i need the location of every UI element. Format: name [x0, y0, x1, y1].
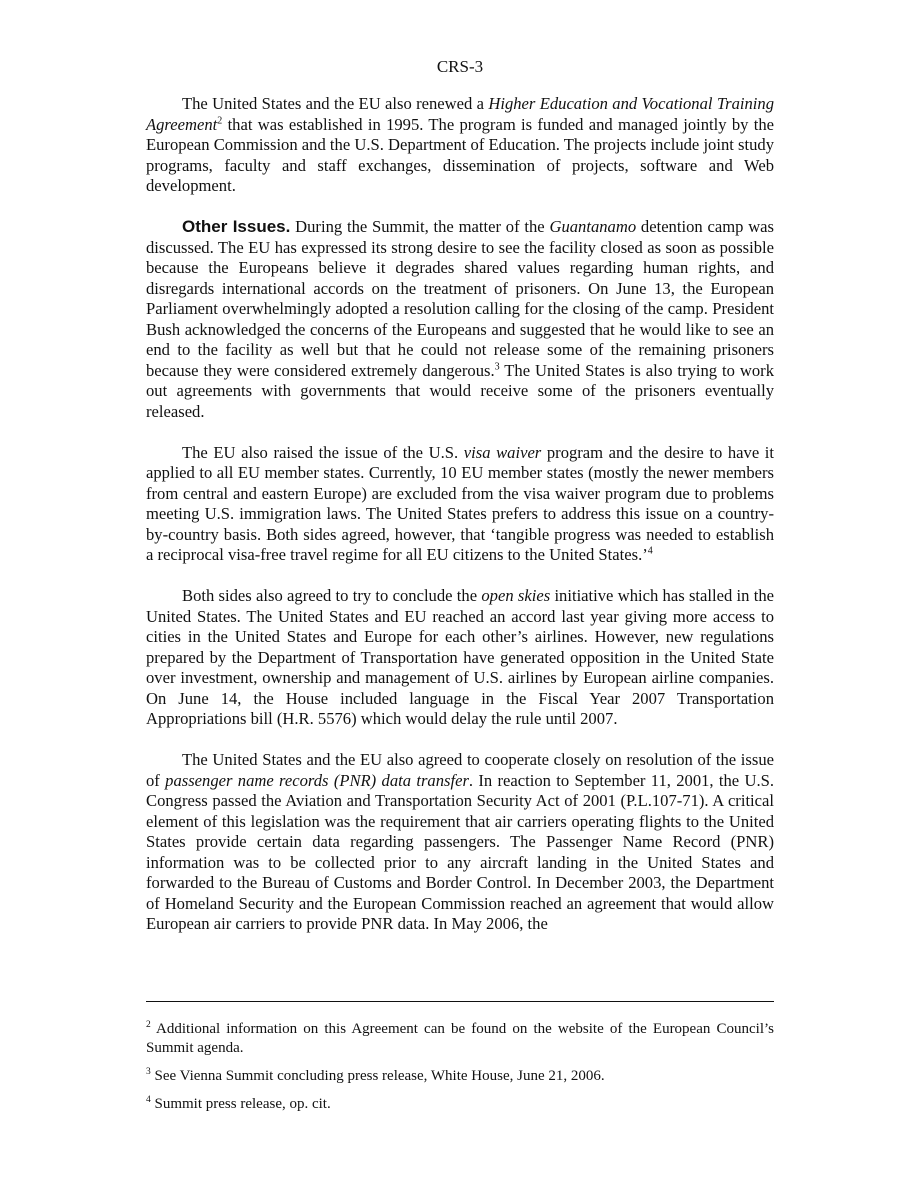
section-heading-other-issues: Other Issues.	[182, 217, 291, 236]
paragraph-text: The United States is also trying to work out agreements with governments that would receive some of the prisoners eventually released.	[146, 360, 774, 421]
footnote-3	[146, 1067, 774, 1086]
paragraph-text: Both sides also agreed to try to conclude the	[182, 586, 482, 605]
footnote-separator	[146, 1001, 774, 1002]
paragraph-visa-waiver	[146, 443, 774, 566]
footnote-text: See Vienna Summit concluding press release, White House, June 21, 2006.	[150, 1068, 605, 1084]
page-number-header: CRS-3	[436, 57, 484, 76]
paragraph-open-skies	[146, 586, 774, 730]
paragraph-text: During the Summit, the matter of the	[290, 217, 550, 236]
paragraph-pnr	[146, 750, 774, 935]
paragraph-text: detention camp was discussed. The EU has expressed its strong desire to see the facility closed as soon as possible because the Europeans believe it degrades shared values regarding human rights, and disregards international accords on the treatment of prisoners. On June 13, the European Parliament overwhelmingly adopted a resolution calling for the closing of the camp. President Bush acknowledged the concerns of the Europeans and suggested that he would like to see an end to the facility as well but that he could not release some of the remaining prisoners because they were considered extremely dangerous.	[146, 217, 774, 380]
footnote-text: Summit press release, op. cit.	[150, 1096, 331, 1112]
footnote-2	[146, 1020, 774, 1058]
footnote-ref-4[interactable]: 4	[647, 545, 653, 557]
emphasis-agreement-title: Higher Education and Vocational Training Agreement	[146, 94, 775, 134]
footnote-text: Additional information on this Agreement can be found on the website of the European Council’s Summit agenda.	[146, 1021, 774, 1056]
footnote-number: 4	[146, 1095, 151, 1105]
emphasis-open-skies: open skies	[481, 586, 551, 605]
emphasis-pnr: passenger name records (PNR) data transfer	[165, 770, 469, 790]
footnote-ref-3[interactable]: 3	[494, 360, 500, 372]
paragraph-text: initiative which has stalled in the United States. The United States and EU reached an accord last year giving more access to cities in the United States and Europe for each other’s airlines. However, new regulations prepared by the Department of Transportation have generated opposition in the United State over investment, ownership and management of U.S. airlines by European airline companies. On June 14, the House included language in the Fiscal Year 2007 Transportation Appropriations bill (H.R. 5576) which would delay the rule until 2007.	[146, 586, 774, 728]
footnote-ref-2[interactable]: 2	[217, 114, 223, 126]
emphasis-visa-waiver: visa waiver	[463, 442, 542, 462]
paragraph-higher-education	[146, 94, 774, 197]
footnotes-section	[146, 1020, 774, 1123]
footnote-4	[146, 1095, 774, 1114]
paragraph-text: The United States and the EU also renewed a	[182, 94, 489, 113]
paragraph-text: that was established in 1995. The program is funded and managed jointly by the European Commission and the U.S. Department of Education. The projects include joint study programs, faculty and staff exchanges, dissemination of projects, software and Web development.	[146, 114, 774, 195]
paragraph-text: The EU also raised the issue of the U.S.	[182, 442, 464, 462]
document-body	[146, 94, 774, 935]
paragraph-text: program and the desire to have it applied to all EU member states. Currently, 10 EU member states (mostly the newer members from central and eastern Europe) are excluded from the visa waiver program due to problems meeting U.S. immigration laws. The United States prefers to address this issue on a country-by-country basis. Both sides agreed, however, that ‘tangible progress was needed to establish a reciprocal visa-free travel regime for all EU citizens to the United States.’	[146, 442, 775, 564]
paragraph-other-issues	[146, 217, 774, 422]
footnote-number: 2	[146, 1020, 151, 1030]
paragraph-text: The United States and the EU also agreed to cooperate closely on resolution of the issue of	[146, 750, 774, 790]
emphasis-guantanamo: Guantanamo	[549, 217, 637, 236]
paragraph-text: . In reaction to September 11, 2001, the U.S. Congress passed the Aviation and Transportation Security Act of 2001 (P.L.107-71). A critical element of this legislation was the requirement that air carriers operating flights to the United States provide certain data regarding passengers. The Passenger Name Record (PNR) information was to be collected prior to any aircraft landing in the United States and forwarded to the Bureau of Customs and Border Control. In December 2003, the Department of Homeland Security and the European Commission reached an agreement that would allow European air carriers to provide PNR data. In May 2006, the	[146, 770, 774, 933]
footnote-number: 3	[146, 1067, 151, 1077]
